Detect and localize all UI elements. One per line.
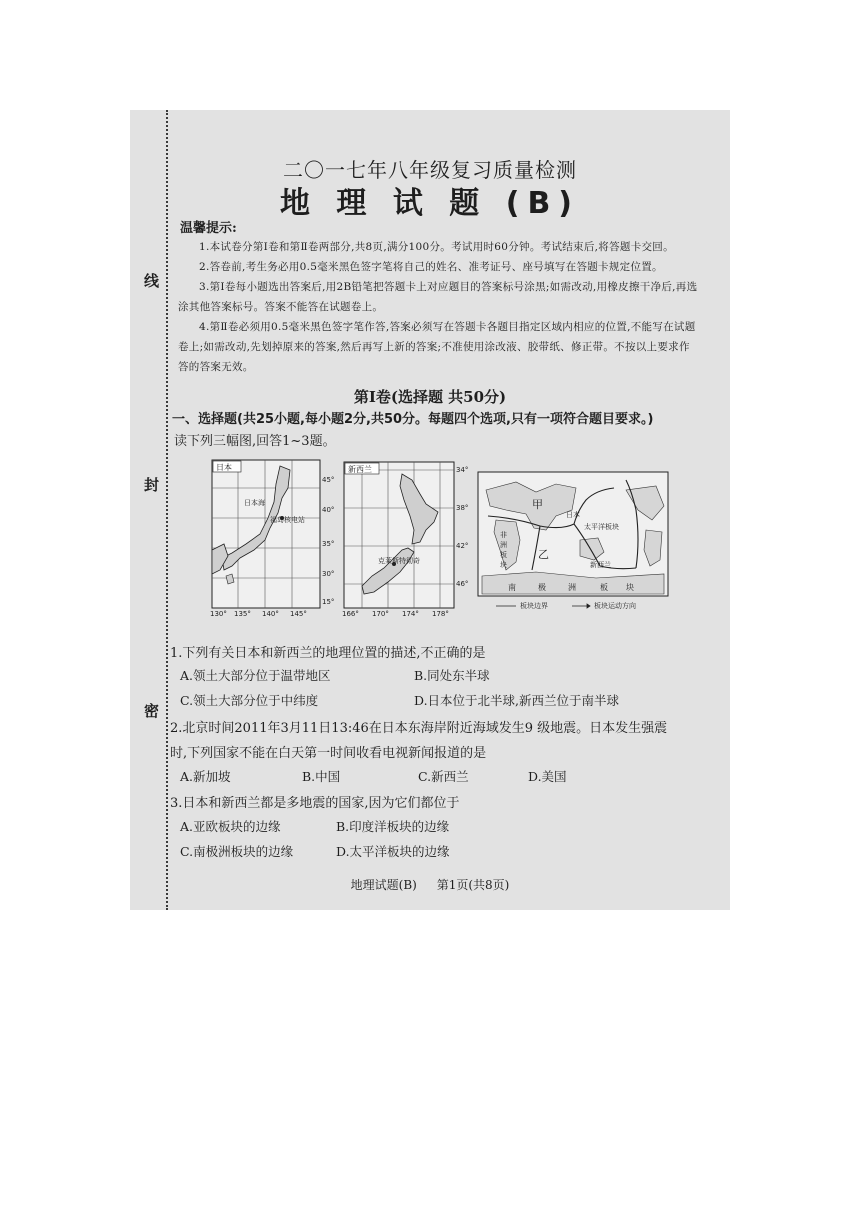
antarctic-label-char: 南 <box>508 583 516 592</box>
exam-page-photo <box>130 110 730 910</box>
q2-option-b: B.中国 <box>302 769 341 784</box>
antarctic-label-char: 板 <box>600 583 608 592</box>
q3-option-c: C.南极洲板块的边缘 <box>180 844 294 859</box>
lat-label: 45° <box>322 476 335 484</box>
lat-label: 15° <box>322 598 335 606</box>
lon-label: 145° <box>290 610 307 618</box>
binding-dotted-line <box>166 110 168 910</box>
lat-label: 42° <box>456 542 469 550</box>
sea-of-japan-label: 日本海 <box>244 499 265 507</box>
lat-label: 34° <box>456 466 469 474</box>
lon-label: 166° <box>342 610 359 618</box>
lat-label: 40° <box>322 506 335 514</box>
footer-subject: 地理试题(B) <box>350 878 417 892</box>
tips-heading: 温馨提示: <box>180 221 237 236</box>
antarctic-label-char: 块 <box>626 583 634 592</box>
african-plate-label: 非洲板块 <box>500 531 507 569</box>
section-instruction: 一、选择题(共25小题,每小题2分,共50分。每题四个选项,只有一项符合题目要求。) <box>172 412 654 427</box>
lon-label: 178° <box>432 610 449 618</box>
notice-item: 2.答卷前,考生务必用0.5毫米黑色签字笔将自己的姓名、准考证号、座号填写在答题卡规定位置。 <box>199 261 663 273</box>
lon-label: 130° <box>210 610 227 618</box>
lat-label: 38° <box>456 504 469 512</box>
pacific-plate-label: 太平洋板块 <box>584 523 619 531</box>
fukushima-label: 福岛核电站 <box>270 516 305 524</box>
plate-jia-label: 甲 <box>532 498 543 511</box>
exam-subtitle: 二〇一七年八年级复习质量检测 <box>283 158 577 182</box>
q3-option-d: D.太平洋板块的边缘 <box>336 844 450 859</box>
binding-label-xian: 线 <box>144 272 160 290</box>
exam-title: 地 理 试 题 (B) <box>279 186 581 221</box>
section-title: 第Ⅰ卷(选择题 共50分) <box>353 388 507 406</box>
japan-label: 日本 <box>566 511 580 519</box>
q1-option-a: A.领土大部分位于温带地区 <box>180 668 331 683</box>
legend-motion-label: 板块运动方向 <box>594 602 636 610</box>
new-zealand-map-label: 新西兰 <box>348 465 372 474</box>
q1-option-d: D.日本位于北半球,新西兰位于南半球 <box>414 693 620 708</box>
lat-label: 30° <box>322 570 335 578</box>
notice-item: 1.本试卷分第Ⅰ卷和第Ⅱ卷两部分,共8页,满分100分。考试用时60分钟。考试结束后,将答题卡交回。 <box>199 241 674 253</box>
notice-item: 3.第Ⅰ卷每小题选出答案后,用2B铅笔把答题卡上对应题目的答案标号涂黑;如需改动,用橡皮擦干净后,再选涂其他答案标号。答案不能答在试题卷上。 <box>178 281 698 313</box>
antarctic-label-char: 极 <box>538 583 546 592</box>
lon-label: 174° <box>402 610 419 618</box>
plate-map <box>476 470 670 610</box>
antarctic-label-char: 洲 <box>568 583 576 592</box>
q3-option-b: B.印度洋板块的边缘 <box>336 819 450 834</box>
japan-map-label: 日本 <box>216 463 232 472</box>
lon-label: 170° <box>372 610 389 618</box>
q1-option-c: C.领土大部分位于中纬度 <box>180 693 319 708</box>
question-1-stem: 1.下列有关日本和新西兰的地理位置的描述,不正确的是 <box>170 646 486 661</box>
binding-label-mi: 密 <box>144 702 160 720</box>
q1-option-b: B.同处东半球 <box>414 668 490 683</box>
new-zealand-label: 新西兰 <box>590 561 611 569</box>
question-3-stem: 3.日本和新西兰都是多地震的国家,因为它们都位于 <box>170 796 460 811</box>
lon-label: 140° <box>262 610 279 618</box>
page-footer <box>130 876 730 893</box>
q3-option-a: A.亚欧板块的边缘 <box>180 819 281 834</box>
footer-page-number: 第1页(共8页) <box>436 878 510 892</box>
lon-label: 135° <box>234 610 251 618</box>
christchurch-label: 克莱斯特彻奇 <box>378 557 420 565</box>
lat-label: 35° <box>322 540 335 548</box>
notice-block <box>178 237 698 377</box>
question-2-stem-line1: 2.北京时间2011年3月11日13:46在日本东海岸附近海域发生9 级地震。日本发生强震 <box>170 721 668 736</box>
plate-yi-label: 乙 <box>538 548 549 561</box>
lat-label: 46° <box>456 580 469 588</box>
q2-option-c: C.新西兰 <box>418 769 469 784</box>
question-2-stem-line2: 时,下列国家不能在白天第一时间收看电视新闻报道的是 <box>170 746 487 761</box>
legend-boundary-label: 板块边界 <box>520 602 548 610</box>
read-prompt: 读下列三幅图,回答1~3题。 <box>174 434 336 449</box>
new-zealand-map <box>342 460 472 620</box>
notice-item: 4.第Ⅱ卷必须用0.5毫米黑色签字笔作答,答案必须写在答题卡各题目指定区域内相应的位置,不能写在试题卷上;如需改动,先划掉原来的答案,然后再写上新的答案;不准使用涂改液、胶带纸、修正带。不按以上要求作答的答案无效。 <box>178 321 696 373</box>
q2-option-d: D.美国 <box>528 769 567 784</box>
q2-option-a: A.新加坡 <box>180 769 231 784</box>
binding-label-feng: 封 <box>144 476 160 494</box>
japan-map <box>210 458 335 618</box>
